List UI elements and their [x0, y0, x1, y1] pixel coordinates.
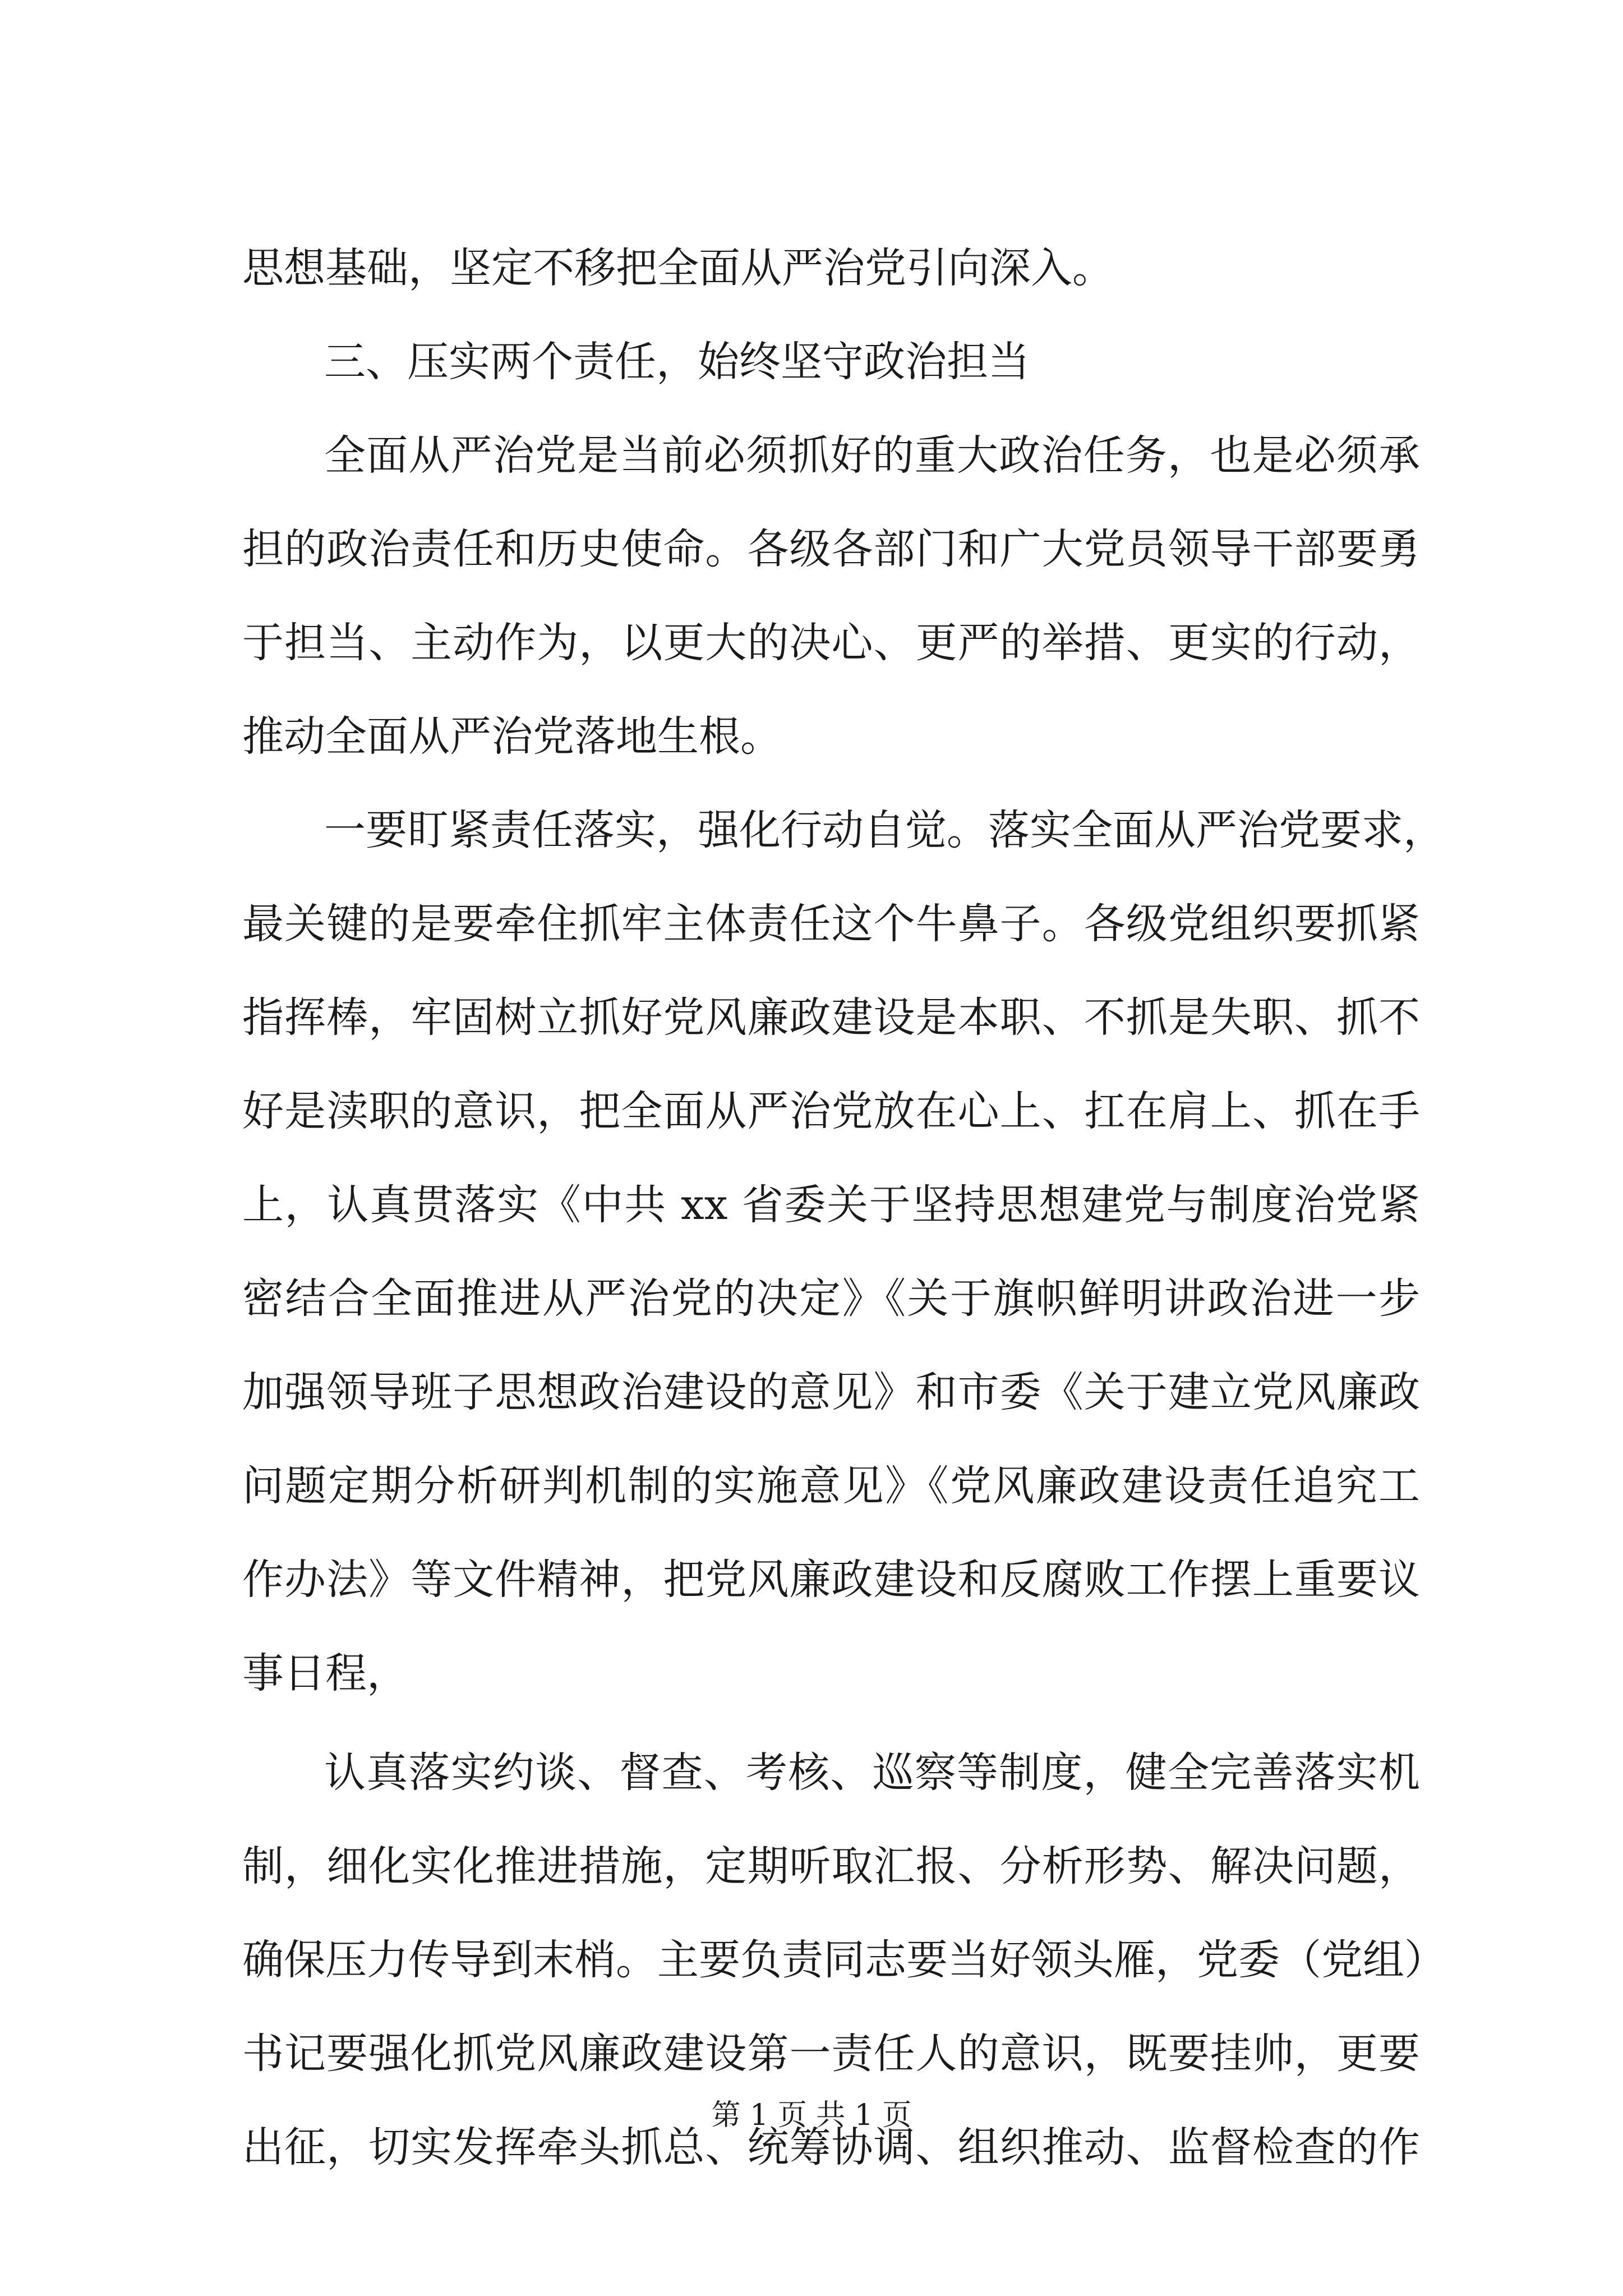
text-line: 问题定期分析研判机制的实施意见》《党风廉政建设责任追究工 [242, 1462, 1420, 1510]
body-text [242, 222, 1446, 2194]
paragraph-gap [242, 1720, 1420, 1726]
text-line: 推动全面从严治党落地生根。 [242, 712, 782, 761]
text-line: 全面从严治党是当前必须抓好的重大政治任务，也是必须承 [324, 431, 1420, 480]
text-line: 确保压力传导到末梢。主要负责同志要当好领头雁，党委（党组） [242, 1936, 1446, 1984]
text-line: 指挥棒，牢固树立抓好党风廉政建设是本职、不抓是失职、抓不 [242, 993, 1420, 1042]
page-footer: 第 1 页 共 1 页 [711, 2099, 912, 2132]
text-line: 最关键的是要牵住抓牢主体责任这个牛鼻子。各级党组织要抓紧 [242, 900, 1420, 948]
text-line: 思想基础，坚定不移把全面从严治党引向深入。 [242, 244, 1114, 292]
text-line: 书记要强化抓党风廉政建设第一责任人的意识，既要挂帅，更要 [242, 2030, 1420, 2078]
text-line: 密结合全面推进从严治党的决定》《关于旗帜鲜明讲政治进一步 [242, 1274, 1420, 1323]
text-line: 好是渎职的意识，把全面从严治党放在心上、扛在肩上、抓在手 [242, 1087, 1420, 1135]
text-line: 出征，切实发挥牵头抓总、统筹协调、组织推动、监督检查的作 [242, 2123, 1420, 2171]
text-line: 制，细化实化推进措施，定期听取汇报、分析形势、解决问题， [242, 1842, 1420, 1890]
text-line: 事日程， [242, 1649, 408, 1697]
text-line: 加强领导班子思想政治建设的意见》和市委《关于建立党风廉政 [242, 1368, 1420, 1416]
text-line: 认真落实约谈、督查、考核、巡察等制度，健全完善落实机 [324, 1749, 1420, 1797]
text-line: 上，认真贯落实《中共 xx 省委关于坚持思想建党与制度治党紧 [242, 1181, 1420, 1229]
text-line: 一要盯紧责任落实，强化行动自觉。落实全面从严治党要求， [324, 806, 1445, 854]
text-line: 作办法》等文件精神，把党风廉政建设和反腐败工作摆上重要议 [242, 1556, 1420, 1604]
text-line: 于担当、主动作为，以更大的决心、更严的举措、更实的行动， [242, 619, 1420, 667]
text-line: 担的政治责任和历史使命。各级各部门和广大党员领导干部要勇 [242, 525, 1420, 573]
section-heading: 三、压实两个责任，始终坚守政治担当 [324, 338, 1030, 386]
